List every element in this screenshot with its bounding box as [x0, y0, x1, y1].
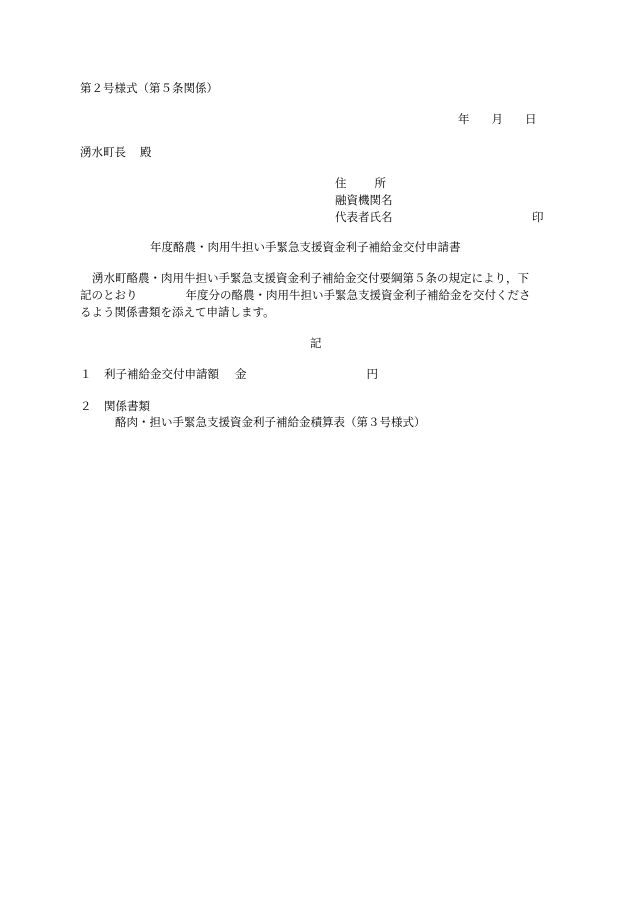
item-2	[80, 398, 150, 415]
body-line-2b-text: 年度分の酪農・肉用牛担い手緊急支援資金利子補給金を交付くださ	[185, 288, 531, 302]
date-row	[458, 111, 537, 128]
body-line-2a-text: 記のとおり	[80, 288, 138, 302]
document-title: 年度酪農・肉用牛担い手緊急支援資金利子補給金交付申請書	[150, 240, 461, 254]
address-label	[335, 175, 393, 192]
ki-heading: 記	[310, 336, 322, 350]
body-text	[80, 270, 552, 321]
institution-label: 融資機関名	[335, 193, 393, 207]
addressee	[80, 144, 152, 161]
seal-label: 印	[532, 210, 544, 224]
year-label: 年	[458, 112, 470, 126]
item-1-label: 利子補給金交付申請額	[104, 367, 219, 381]
item-2-document: 酪肉・担い手緊急支援資金利子補給金積算表（第３号様式）	[115, 415, 426, 429]
item-1-amount-suffix: 円	[366, 367, 378, 381]
item-2-number: ２	[80, 399, 92, 413]
form-number: 第２号様式（第５条関係）	[80, 81, 218, 95]
addressee-name: 湧水町長	[80, 145, 126, 159]
item-1	[80, 366, 378, 383]
item-2-label: 関係書類	[104, 399, 150, 413]
body-line-3: るよう関係書類を添えて申請します。	[80, 305, 275, 319]
addressee-honorific: 殿	[140, 145, 152, 159]
body-line-2	[80, 287, 552, 304]
representative-label: 代表者氏名	[335, 210, 393, 224]
month-label: 月	[491, 112, 503, 126]
item-1-amount-prefix: 金	[235, 367, 247, 381]
address-label-part-2: 所	[374, 176, 386, 190]
address-label-part-1: 住	[335, 176, 347, 190]
item-1-number: １	[80, 367, 92, 381]
applicant-block	[335, 175, 393, 226]
day-label: 日	[525, 112, 537, 126]
body-line-1-text: 湧水町酪農・肉用牛担い手緊急支援資金利子補給金交付要綱第５条の規定により，下	[92, 271, 529, 285]
body-line-1	[80, 270, 552, 287]
